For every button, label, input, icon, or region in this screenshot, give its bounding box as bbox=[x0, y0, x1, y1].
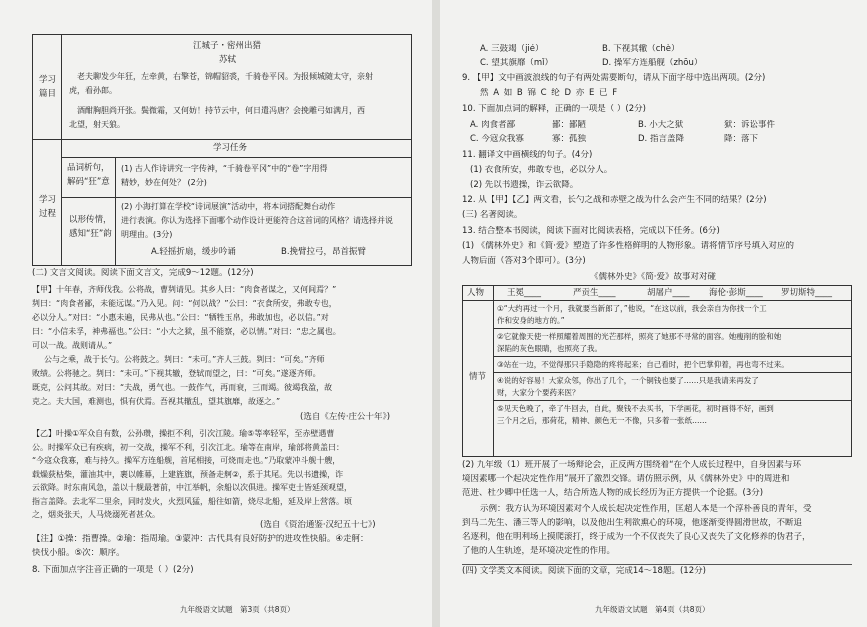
example-line-1: 示例：我方认为环境因素对个人成长起决定性作用，匡超人本是一个淳朴善良的青年，受 bbox=[480, 504, 812, 514]
passage-b-line: 【乙】叶操①军众自有数，公孙瓒，操拒不利，引次江陵。瑜⑤等率轻军，至赤壁遇曹 bbox=[32, 429, 335, 438]
note-line-2: 快伐小船。⑤次：顺序。 bbox=[32, 548, 125, 558]
exam-page-4 bbox=[440, 0, 867, 627]
poem-line-1: 老夫聊发少年狂，左牵黄，右擎苍，锦帽貂裘，千骑卷平冈。为报倾城随太守，亲射 bbox=[77, 72, 373, 81]
label-process-2: 过程 bbox=[39, 209, 57, 219]
question-10: 10. 下面加点词的解释，正确的一项是（ ）(2分) bbox=[462, 104, 646, 114]
passage-a-line: 既克，公问其故。对曰：“夫战，勇气也。一鼓作气，再而衰，三而竭。彼竭我盈，故 bbox=[32, 383, 333, 392]
plot-label: 情节 bbox=[469, 372, 487, 382]
plot-line: 深陷的灰色眼睛，也照亮了我。 bbox=[497, 344, 602, 353]
source-a: (选自《左传·庄公十年》) bbox=[300, 412, 391, 422]
story-table-title: 《儒林外史》《简·爱》故事对对碰 bbox=[590, 272, 716, 282]
q13-1-line-1: (1) 《儒林外史》和《简·爱》塑造了许多性格鲜明的人物形象。请将情节序号填入对应的 bbox=[462, 241, 794, 251]
passage-b-line: 载燥荻枯柴，灌油其中，裹以帷幕，上建旌旗，预备走舸②，系于其尾。先以书遗操，诈 bbox=[32, 469, 344, 479]
passage-a-line: 必以分人。”对曰：“小惠未遍，民弗从也。”公曰：“牺牲玉帛，弗敢加也，必以信。”对 bbox=[32, 313, 329, 322]
question-11: 11. 翻译文中画横线的句子。(4分) bbox=[462, 150, 593, 160]
passage-b-line: 公。时操军众已有疾病，初一交战，操军不利，引次江北。瑜等在南岸，瑜部将黄盖曰： bbox=[32, 442, 344, 452]
source-b: (选自《资治通鉴·汉纪五十七》) bbox=[260, 520, 376, 530]
task2-option-b: B.挽臂拉弓，昂首振臂 bbox=[281, 247, 367, 257]
task1-label-1: 品词析句， bbox=[67, 163, 110, 173]
example-line-2: 到马二先生、潘三等人的影响，以及他出生利欲熏心的环境，他逐渐变得圆滑世故，不断追 bbox=[462, 518, 803, 528]
q10-b-def: 狱：诉讼事件 bbox=[724, 120, 776, 130]
passage-a-line: 【甲】十年春，齐师伐我。公将战，曹刿请见。其乡人曰：“肉食者谋之，又何间焉？” bbox=[32, 285, 337, 294]
exam-page-3 bbox=[0, 0, 432, 627]
note-line-1: 【注】①操：指曹操。②瑜：指周瑜。③蒙冲：古代具有良好防护的进攻性快船。④走舸： bbox=[32, 534, 369, 544]
passage-b-line: 指言盖降。去北军二里余，同时发火，火烈风猛，船往如箭，烧尽北船，延及岸上营落。顷 bbox=[32, 496, 352, 506]
label-poem-2: 篇目 bbox=[39, 89, 57, 99]
task2-option-a: A.轻摇折扇，缓步吟诵 bbox=[151, 247, 236, 257]
plot-line: ②它就像天使一样照耀着周围的光芒那样，照亮了她那不寻常的面容。她瘦削的脸和她 bbox=[497, 332, 782, 341]
plot-line: ⑤见天色晚了，牵了牛回去，自此，聚钱不去买书，下学画花，初时画得不好，画到 bbox=[497, 404, 774, 413]
poem-author: 苏轼 bbox=[219, 55, 237, 65]
question-13: 13. 结合整本书阅读，阅读下面对比阅读表格，完成以下任务。(6分) bbox=[462, 226, 720, 236]
character-5: 罗切斯特____ bbox=[781, 288, 833, 298]
task2-text-2: 进行表演。你认为选择下面哪个动作设计更能符合这首词的风格？请选择并说 bbox=[121, 216, 393, 225]
poem-line-2: 虎，看孙郎。 bbox=[69, 86, 117, 95]
passage-b-line: 之，烟炎张天，人马烧溺死者甚众。 bbox=[32, 510, 160, 519]
plot-line: 三个月之后，那荷花，精神、颜色无一不像，只多着一张纸…… bbox=[497, 416, 707, 425]
task1-text-1: (1) 古人作诗讲究一字传神，“千骑卷平冈”中的“卷”字用得 bbox=[121, 164, 328, 173]
q10-c-term: C. 今寇众我寡 bbox=[470, 134, 524, 144]
passage-a-line: 刿曰：“肉食者鄙，未能远谋。”乃入见。问：“何以战？”公曰：“衣食所安，弗敢专也， bbox=[32, 299, 337, 308]
example-line-4: 了他的人生轨迹，是环境决定性的作用。 bbox=[462, 546, 616, 556]
passage-a-line: 曰：“小信未孚，神弗福也。”公曰：“小大之狱，虽不能察，必以情。”对曰：“忠之属也。 bbox=[32, 327, 341, 336]
passage-b-line: “今寇众我寡，难与持久。操军方连船舰，首尾相接，可烧而走也。”乃取蒙冲斗舰十艘， bbox=[32, 456, 341, 465]
label-poem-1: 学习 bbox=[39, 75, 57, 85]
question-12: 12. 从【甲】【乙】两文看，长勺之战和赤壁之战为什么会产生不同的结果？(2分) bbox=[462, 195, 767, 205]
task1-label-2: 解码“狂”意 bbox=[67, 177, 110, 187]
q10-a-term: A. 肉食者鄙 bbox=[470, 120, 516, 130]
q8-option-b: B. 下视其辙（chè） bbox=[602, 44, 680, 54]
character-4: 海伦·彭斯____ bbox=[709, 288, 763, 298]
poem-line-3: 酒酣胸胆尚开张。鬓微霜，又何妨！持节云中，何日遣冯唐？会挽雕弓如满月，西 bbox=[77, 106, 365, 115]
task2-label-2: 感知“狂”韵 bbox=[69, 229, 112, 239]
task2-label-1: 以形传情， bbox=[69, 215, 112, 225]
plot-line: ④说的好容易！大家众邻，你出了几个，一个铜钱也要了……只是我请来再发了 bbox=[497, 376, 759, 385]
learning-table bbox=[32, 34, 412, 266]
example-line-3: 名逐利，他在明利场上摸爬滚打，终于成为一个不仅丧失了良心又丧失了文化修养的伪君子， bbox=[462, 532, 811, 542]
character-1: 王冕____ bbox=[507, 288, 542, 298]
poem-line-4: 北望，射天狼。 bbox=[69, 120, 125, 129]
plot-line: 财，大家分个要药来医？ bbox=[497, 388, 580, 397]
q13-2-line-2: 境因素哪一个起决定性作用”展开了激烈交锋。请仿照示例，从《儒林外史》中的周进和 bbox=[462, 474, 790, 484]
q9-sentence: 然 A 如 B 锦 C 纶 D 亦 E 已 F bbox=[480, 88, 619, 98]
character-2: 严贡生____ bbox=[573, 288, 616, 298]
task-header: 学习任务 bbox=[213, 143, 248, 153]
passage-a-line: 可以一战。战则请从。” bbox=[32, 341, 113, 350]
plot-line: 作和安身的地方的。” bbox=[497, 316, 565, 325]
answer-lines bbox=[462, 556, 852, 565]
q10-d-def: 降：落下 bbox=[724, 134, 759, 144]
q10-a-def: 鄙：鄙陋 bbox=[552, 120, 587, 130]
passage-a-line: 公与之乘，战于长勺。公将鼓之。刿曰：“未可。”齐人三鼓。刿曰：“可矣。”齐师 bbox=[44, 355, 325, 364]
task2-text-1: (2) 小海打算在学校“诗词展演”活动中，将本词搭配舞台动作 bbox=[121, 202, 336, 211]
q8-option-a: A. 三鼓竭（jié） bbox=[480, 44, 544, 54]
plot-line: ③站在一边，不觉得那只手隐隐的疼将起来；自己看时，把个巴掌仰着，再也弯不过来。 bbox=[497, 360, 789, 369]
section4-title: (四) 文学类文本阅读。阅读下面的文章，完成14～18题。(12分) bbox=[462, 566, 706, 576]
story-table bbox=[462, 285, 852, 457]
character-3: 胡屠户____ bbox=[647, 288, 690, 298]
q13-2-line-1: (2) 九年级（1）班开展了一场辩论会，正反两方围绕着“在个人成长过程中，自身因素与环 bbox=[462, 460, 802, 470]
q13-1-line-2: 人物后面（答对3个即可）。(3分) bbox=[462, 256, 586, 266]
passage-a-line: 败绩。公将驰之。刿曰：“未可。”下视其辙，登轼而望之，曰：“可矣。”遂逐齐师。 bbox=[32, 369, 321, 378]
q10-d-term: D. 指言盖降 bbox=[638, 134, 684, 144]
q8-option-d: D. 操军方连船舰（zhōu） bbox=[602, 58, 703, 68]
q10-c-def: 寡：孤独 bbox=[552, 134, 587, 144]
page-footer-right: 九年级语文试题 第4页（共8页） bbox=[595, 605, 710, 614]
plot-line: ①“大约再过一个月，我就要当新郎了，”他说，“在这以前，我会亲自为你找一个工 bbox=[497, 304, 767, 313]
section3-title: (三) 名著阅读。 bbox=[462, 210, 523, 220]
label-process-1: 学习 bbox=[39, 195, 57, 205]
question-9: 9. 【甲】文中画波浪线的句子有两处需要断句，请从下面字母中选出两项。(2分) bbox=[462, 73, 766, 83]
poem-title: 江城子・密州出猎 bbox=[193, 41, 262, 51]
q11-item-1: (1) 衣食所安，弗敢专也，必以分人。 bbox=[470, 165, 613, 175]
q10-b-term: B. 小大之狱 bbox=[638, 120, 684, 130]
task2-text-3: 明理由。(3分) bbox=[121, 230, 173, 239]
question-8: 8. 下面加点字注音正确的一项是（ ）(2分) bbox=[32, 565, 194, 575]
page-footer-left: 九年级语文试题 第3页（共8页） bbox=[180, 605, 295, 614]
q13-2-line-3: 范进、杜少卿中任选一人，结合所选人物的成长经历为正方提供一个论据。(3分) bbox=[462, 488, 764, 498]
q11-item-2: (2) 先以书遗操，诈云欲降。 bbox=[470, 180, 579, 190]
q8-option-c: C. 望其旗靡（mǐ） bbox=[480, 58, 553, 68]
passage-b-line: 云欲降。时东南风急，盖以十舰最著前，中江举帆，余船以次俱进。操军吏士皆延颈观望， bbox=[32, 483, 352, 492]
characters-label: 人物 bbox=[467, 288, 485, 298]
section2-title: (二) 文言文阅读。阅读下面文言文，完成9～12题。(12分) bbox=[32, 268, 254, 278]
task1-text-2: 精妙，妙在何处？ (2分) bbox=[121, 178, 207, 187]
page-gutter bbox=[432, 0, 440, 627]
passage-a-line: 克之。夫大国，难测也，惧有伏焉。吾视其辙乱，望其旗靡，故逐之。” bbox=[32, 397, 281, 406]
